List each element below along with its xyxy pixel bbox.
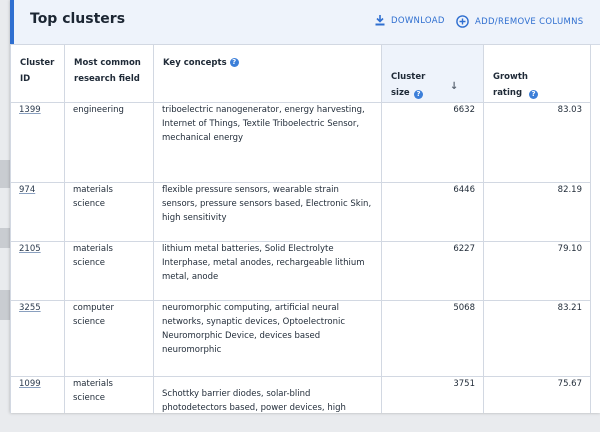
growth-rating-value: 79.10 (557, 244, 582, 254)
key-concepts-text: triboelectric nanogenerator, energy harvesting, Internet of Things, Textile Triboelectric Sensor, mechanical energy (162, 105, 365, 143)
cluster-id-cell (11, 377, 65, 414)
column-header-research-field (65, 45, 154, 103)
research-field-text: materials science (73, 244, 113, 268)
key-concepts-cell (154, 103, 382, 183)
research-field-cell (65, 242, 154, 301)
cluster-size-value: 5068 (453, 303, 475, 313)
download-button[interactable] (375, 15, 445, 26)
table-row[interactable] (11, 183, 591, 242)
table-row[interactable] (11, 301, 591, 377)
growth-rating-value: 82.19 (557, 185, 582, 195)
panel-header (10, 0, 600, 45)
growth-rating-cell (484, 377, 591, 414)
cluster-id-link[interactable]: 974 (19, 185, 36, 195)
help-icon[interactable]: ? (230, 58, 239, 67)
plus-circle-icon (456, 15, 469, 28)
table-row[interactable] (11, 103, 591, 183)
cluster-id-cell (11, 301, 65, 377)
cluster-id-link[interactable]: 1099 (19, 379, 41, 389)
top-clusters-panel (10, 0, 600, 413)
key-concepts-cell (154, 183, 382, 242)
column-header-label: Growth rating (493, 72, 528, 98)
clusters-table (10, 44, 591, 413)
cluster-size-cell (382, 377, 484, 414)
column-header-label: Cluster ID (20, 58, 55, 84)
growth-rating-value: 83.03 (557, 105, 582, 115)
column-header-cluster-size[interactable] (382, 45, 484, 103)
download-icon (375, 15, 385, 26)
cluster-size-cell (382, 183, 484, 242)
panel-title: Top clusters (30, 11, 126, 27)
cluster-id-link[interactable]: 1399 (19, 105, 41, 115)
research-field-cell (65, 301, 154, 377)
research-field-cell (65, 183, 154, 242)
key-concepts-cell (154, 377, 382, 414)
cluster-size-cell (382, 301, 484, 377)
add-remove-columns-button[interactable] (456, 15, 583, 28)
cluster-id-cell (11, 183, 65, 242)
growth-rating-cell (484, 103, 591, 183)
growth-rating-cell (484, 301, 591, 377)
column-header-label: Most common research field (74, 58, 141, 84)
help-icon[interactable]: ? (529, 90, 538, 99)
column-header-cluster-id (11, 45, 65, 103)
cluster-size-cell (382, 103, 484, 183)
growth-rating-cell (484, 242, 591, 301)
help-icon[interactable]: ? (414, 90, 423, 99)
add-remove-columns-label: ADD/REMOVE COLUMNS (475, 16, 584, 27)
table-row[interactable] (11, 242, 591, 301)
cluster-size-value: 6446 (453, 185, 475, 195)
research-field-text: materials science (73, 379, 113, 403)
column-header-growth-rating[interactable] (484, 45, 591, 103)
cluster-size-value: 3751 (453, 379, 475, 389)
cluster-size-value: 6632 (453, 105, 475, 115)
cluster-size-value: 6227 (453, 244, 475, 254)
cluster-size-cell (382, 242, 484, 301)
download-label: DOWNLOAD (391, 15, 445, 26)
research-field-cell (65, 103, 154, 183)
key-concepts-text: flexible pressure sensors, wearable strain sensors, pressure sensors based, Electronic Skin, high sensitivity (162, 185, 372, 223)
research-field-text: computer science (73, 303, 114, 327)
research-field-text: materials science (73, 185, 113, 209)
cluster-id-cell (11, 242, 65, 301)
research-field-text: engineering (73, 105, 124, 115)
growth-rating-cell (484, 183, 591, 242)
key-concepts-text: Schottky barrier diodes, solar-blind photodetectors based, power devices, high (162, 389, 346, 413)
column-header-key-concepts (154, 45, 382, 103)
key-concepts-text: lithium metal batteries, Solid Electrolyte Interphase, metal anodes, rechargeable lithium metal, anode (162, 244, 365, 282)
growth-rating-value: 83.21 (557, 303, 582, 313)
column-header-label: Key concepts (163, 58, 227, 68)
key-concepts-text: neuromorphic computing, artificial neural networks, synaptic devices, Optoelectronic Neuromorphic Device, devices based neuromorphic (162, 303, 345, 355)
cluster-id-link[interactable]: 3255 (19, 303, 41, 313)
table-header-row (11, 45, 591, 103)
key-concepts-cell (154, 242, 382, 301)
header-accent-bar (10, 0, 14, 44)
cluster-id-cell (11, 103, 65, 183)
column-header-label: Cluster size (391, 72, 426, 98)
cluster-id-link[interactable]: 2105 (19, 244, 41, 254)
key-concepts-cell (154, 301, 382, 377)
table-row[interactable] (11, 377, 591, 414)
research-field-cell (65, 377, 154, 414)
sort-descending-icon[interactable]: ↓ (450, 81, 459, 92)
growth-rating-value: 75.67 (557, 379, 582, 389)
